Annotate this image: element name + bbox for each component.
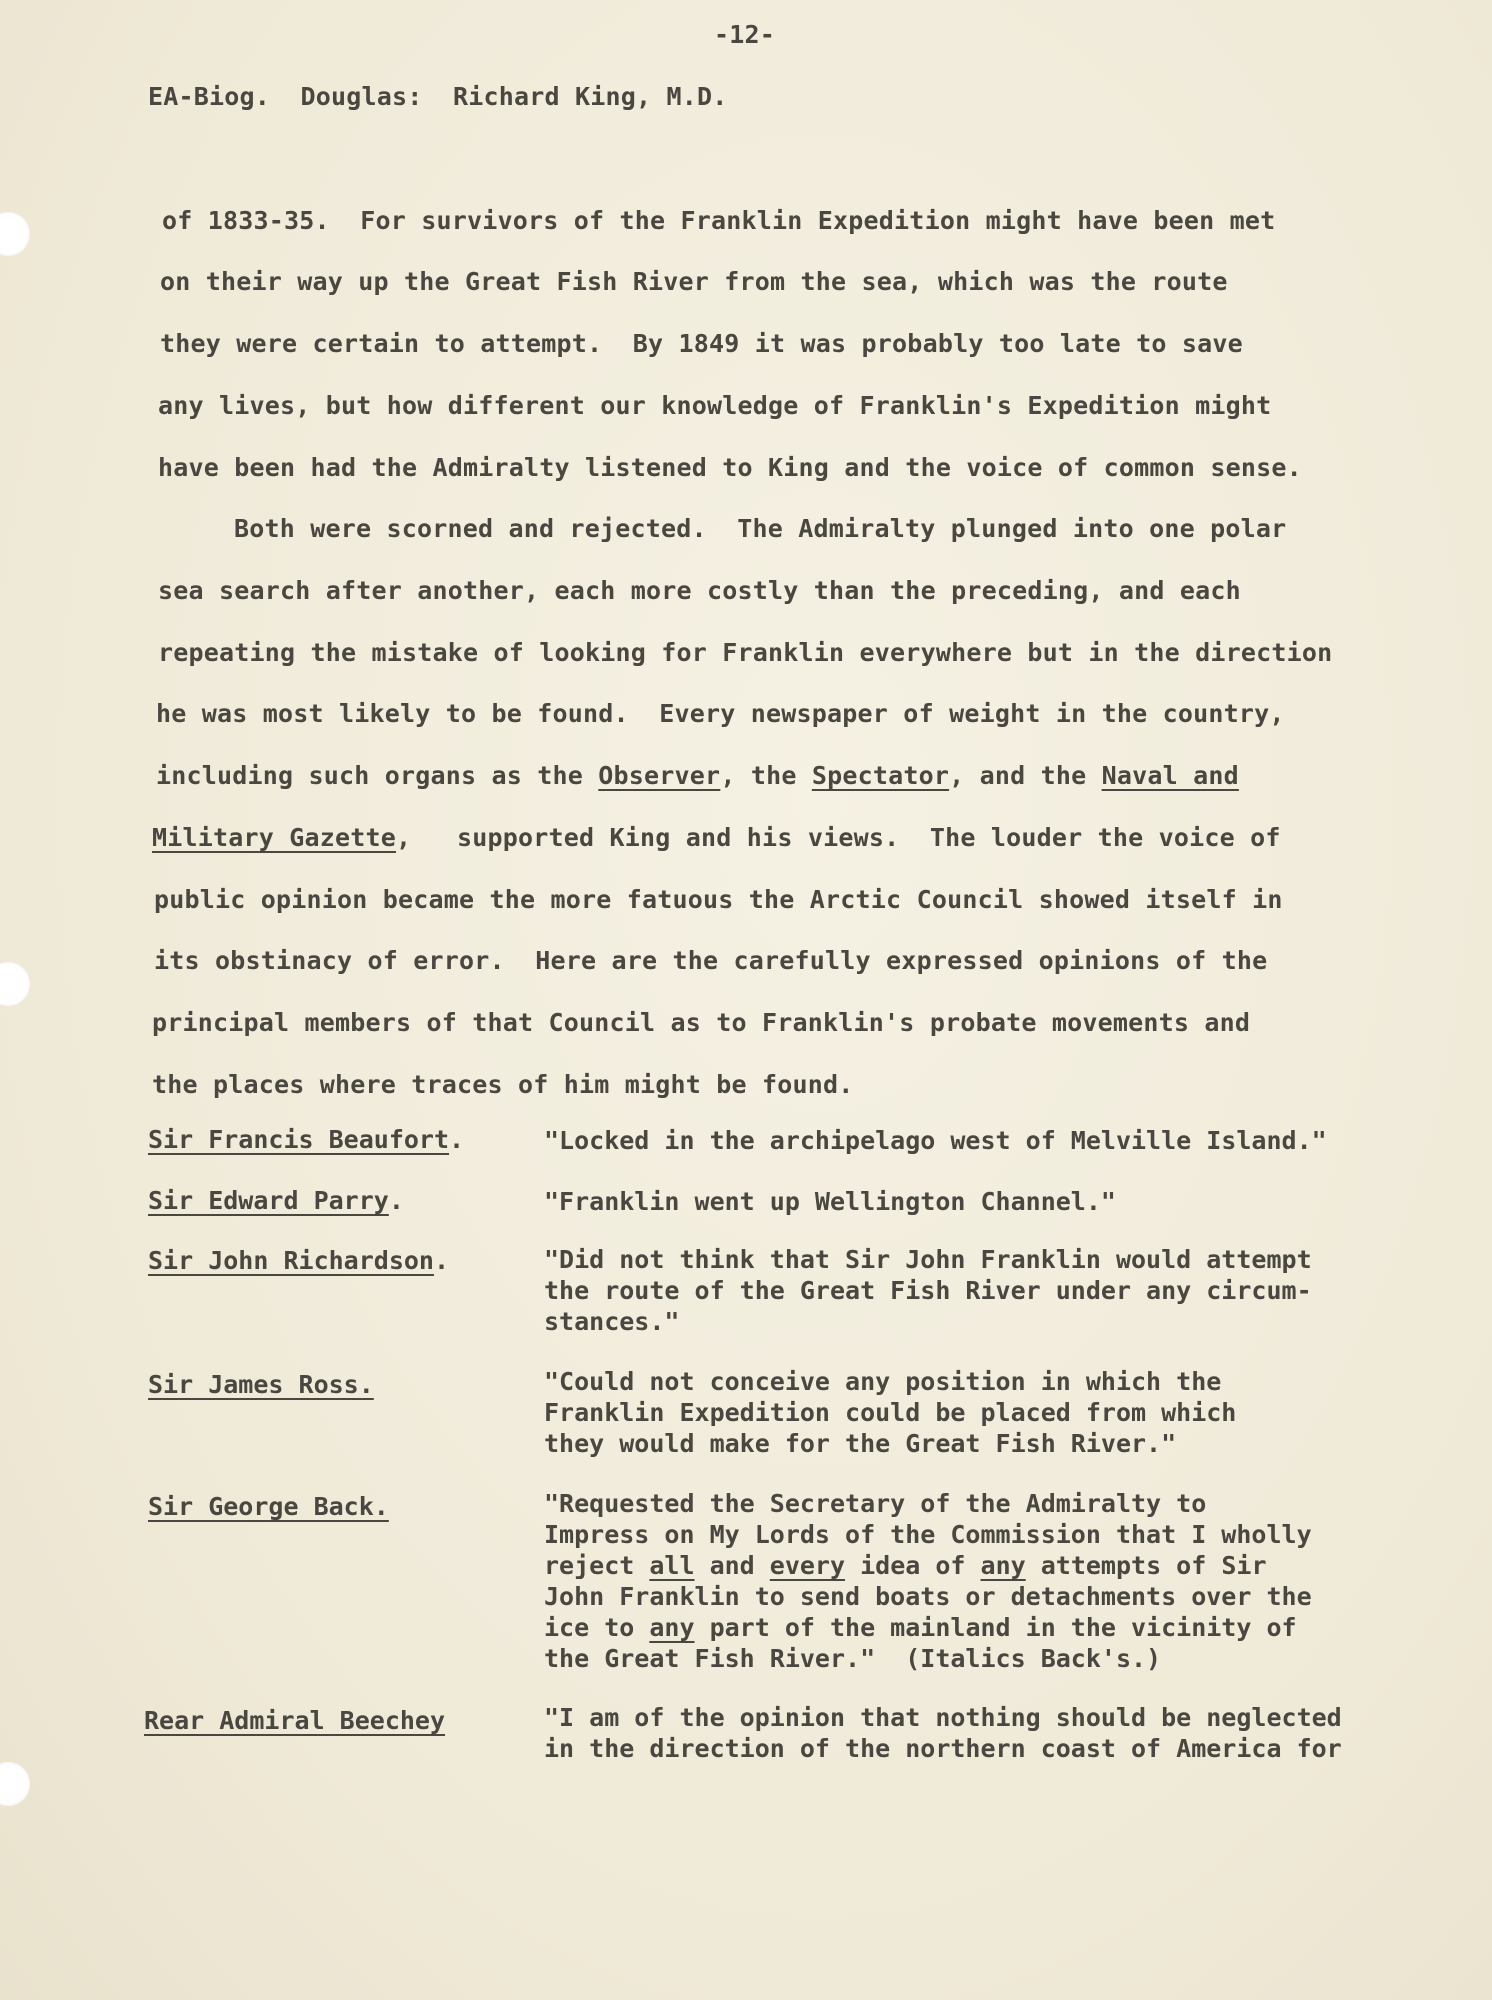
opinion-quote-beaufort: "Locked in the archipelago west of Melville Island." (544, 1126, 1327, 1155)
binder-hole-top (0, 212, 30, 256)
paragraph-1-line-5: have been had the Admiralty listened to King and the voice of common sense. (158, 453, 1302, 482)
opinion-quote-ross: "Could not conceive any position in which the Franklin Expedition could be placed from which they would make for the Great Fish River." (544, 1367, 1237, 1458)
paragraph-1-line-2: on their way up the Great Fish River from the sea, which was the route (160, 267, 1228, 296)
emphasis-all: all (649, 1551, 695, 1580)
opinion-quote-richardson: "Did not think that Sir John Franklin would attempt the route of the Great Fish River under any circum- stances." (544, 1245, 1312, 1336)
opinion-quote-back: "Requested the Secretary of the Admiralty to Impress on My Lords of the Commission that I wholly reject all and every idea of any attempts of Sir John Franklin to send boats or detachments over the ice to any part of the mainland in the vicinity of the Great Fish River." (Italics Back's.) (544, 1489, 1312, 1673)
paragraph-2-line-5: including such organs as the Observer, the Spectator, and the Naval and (156, 761, 1239, 790)
paragraph-2-line-8: its obstinacy of error. Here are the carefully expressed opinions of the (154, 946, 1268, 975)
opinion-name-parry: Sir Edward Parry. (148, 1186, 404, 1215)
opinion-name-beechey: Rear Admiral Beechey (144, 1706, 446, 1735)
naval-gazette-title-part-2: Military Gazette (152, 823, 397, 852)
paragraph-1-line-1: of 1833-35. For survivors of the Franklin Expedition might have been met (162, 206, 1276, 235)
opinion-name-back: Sir George Back. (148, 1492, 389, 1521)
paragraph-1-line-4: any lives, but how different our knowledge of Franklin's Expedition might (158, 391, 1272, 420)
binder-hole-bottom (0, 1762, 30, 1806)
paragraph-1-line-3: they were certain to attempt. By 1849 it was probably too late to save (160, 329, 1243, 358)
paragraph-2-line-9: principal members of that Council as to Franklin's probate movements and (152, 1008, 1251, 1037)
document-header: EA-Biog. Douglas: Richard King, M.D. (148, 82, 728, 111)
paragraph-2-line-3: repeating the mistake of looking for Franklin everywhere but in the direction (158, 638, 1333, 667)
emphasis-every: every (769, 1551, 846, 1580)
paragraph-2-line-4: he was most likely to be found. Every newspaper of weight in the country, (156, 699, 1285, 728)
opinion-quote-parry: "Franklin went up Wellington Channel." (544, 1187, 1116, 1216)
spectator-title: Spectator (811, 761, 950, 790)
page-number: -12- (714, 20, 776, 49)
paragraph-2-line-10: the places where traces of him might be found. (152, 1070, 854, 1099)
paragraph-2-line-6: Military Gazette, supported King and his views. The louder the voice of (152, 823, 1281, 852)
paragraph-2-line-1: Both were scorned and rejected. The Admiralty plunged into one polar (234, 514, 1287, 543)
opinion-name-richardson: Sir John Richardson. (148, 1246, 450, 1275)
emphasis-any-2: any (649, 1613, 695, 1642)
observer-title: Observer (598, 761, 721, 790)
naval-gazette-title-part-1: Naval and (1101, 761, 1239, 790)
opinion-quote-beechey: "I am of the opinion that nothing should be neglected in the direction of the northern coast of America for (544, 1703, 1342, 1763)
binder-hole-middle (0, 962, 30, 1006)
opinion-name-beaufort: Sir Francis Beaufort. (148, 1125, 465, 1154)
emphasis-any-1: any (980, 1551, 1026, 1580)
opinion-name-ross: Sir James Ross. (148, 1370, 374, 1399)
paragraph-2-line-2: sea search after another, each more costly than the preceding, and each (158, 576, 1241, 605)
paragraph-2-line-7: public opinion became the more fatuous the Arctic Council showed itself in (154, 885, 1283, 914)
